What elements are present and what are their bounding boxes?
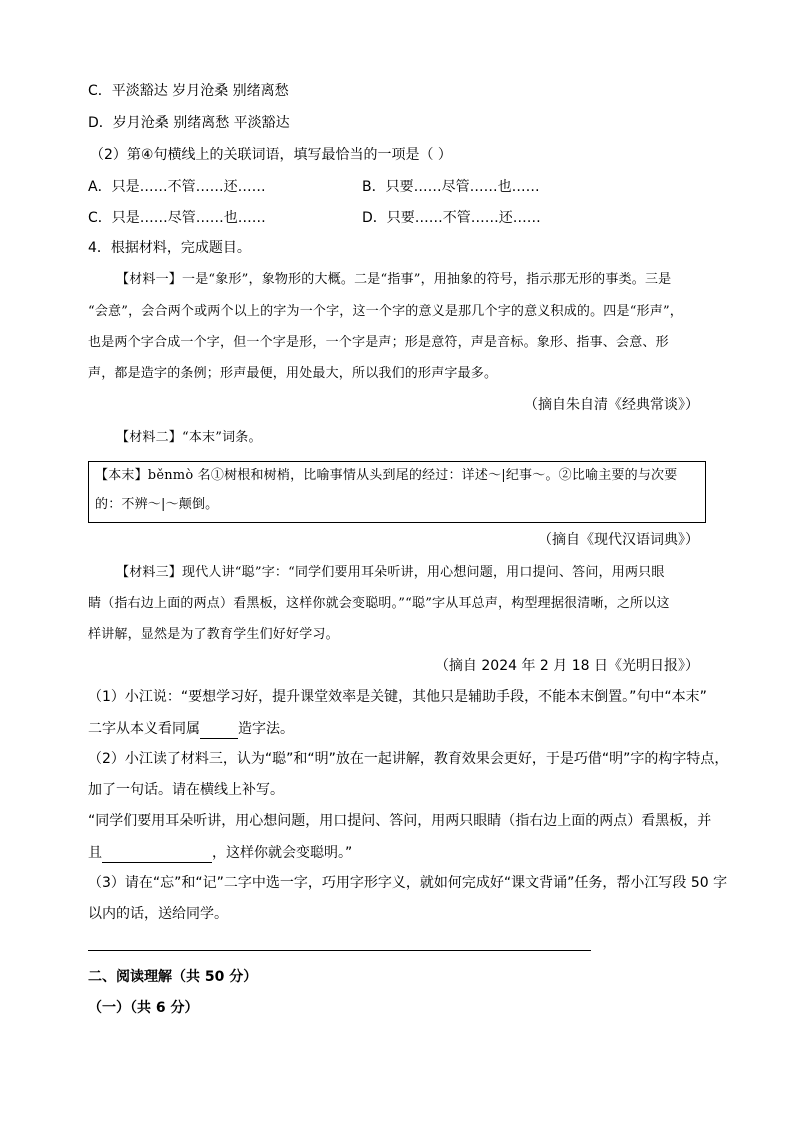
- material-2-source: （摘自《现代汉语词典》）: [538, 532, 699, 548]
- sub-question-2: （2）小江读了材料三，认为“聪”和“明”放在一起讲解，教育效果会更好，于是巧借“明”字的构字特点，: [88, 751, 729, 767]
- material-3-line: 样讲解，显然是为了教育学生们好好学习。: [88, 627, 339, 642]
- material-1-source: （摘自朱自清《经典常谈》）: [524, 397, 699, 413]
- dictionary-entry-line: 【本末】běnmò 名①树根和树梢，比喻事情从头到尾的经过：详述～|纪事～。②比喻主要的与次要: [95, 468, 678, 483]
- option-a: A．只是……不管……还……: [88, 179, 266, 195]
- material-2-title: 【材料二】“本末”词条。: [116, 430, 262, 445]
- option-b: B．只要……尽管……也……: [362, 179, 540, 195]
- option-c-2: C．只是……尽管……也……: [88, 210, 266, 226]
- sub-question-1-text: 二字从本义看同属: [88, 721, 200, 737]
- answer-blank-2[interactable]: [102, 842, 212, 863]
- material-1-line: 也是两个字合成一个字，但一个字是形，一个字是声；形是意符，声是音标。象形、指事、会意、形: [88, 335, 669, 350]
- sub-question-2-quote: “同学们要用耳朵听讲，用心想问题，用口提问、答问，用两只眼睛（指右边上面的两点）看黑板，并: [88, 813, 712, 829]
- sub-question-3: （3）请在“忘”和“记”二字中选一字，巧用字形字义，就如何完成好“课文背诵”任务，帮小江写段 50 字: [88, 875, 728, 891]
- answer-blank-1[interactable]: [200, 718, 238, 739]
- sub-question-2-stem: （2）第④句横线上的关联词语，填写最恰当的一项是（ ）: [90, 147, 452, 163]
- section-2-part-1: （一）（共 6 分）: [88, 1000, 199, 1016]
- sub-question-1-text-end: 造字法。: [238, 721, 294, 737]
- material-1-line: “会意”，会合两个或两个以上的字为一个字，这一个字的意义是那几个字的意义积成的。四是“形声”，: [88, 304, 683, 319]
- section-2-title: 二、阅读理解（共 50 分）: [88, 969, 258, 985]
- quote-text: 且: [88, 845, 102, 861]
- material-3-line: 【材料三】现代人讲“聪”字：“同学们要用耳朵听讲，用心想问题，用口提问、答问，用两只眼: [116, 565, 665, 580]
- material-3-line: 睛（指右边上面的两点）看黑板，这样你就会变聪明。”“聪”字从耳总声，构型理据很清晰，之所以这: [88, 596, 670, 611]
- option-d-2: D．只要……不管……还……: [362, 210, 541, 226]
- option-c: C．平淡豁达 岁月沧桑 别绪离愁: [88, 83, 289, 99]
- quote-text-end: ，这样你就会变聪明。”: [212, 845, 353, 861]
- dictionary-entry-line: 的：不辨～|～颠倒。: [95, 497, 219, 512]
- option-d: D．岁月沧桑 别绪离愁 平淡豁达: [88, 115, 290, 131]
- sub-question-3-cont: 以内的话，送给同学。: [88, 906, 228, 922]
- sub-question-2-quote-cont: [88, 842, 352, 863]
- sub-question-1-cont: [88, 718, 294, 739]
- material-1-line: 【材料一】一是“象形”，象物形的大概。二是“指事”，用抽象的符号，指示那无形的事类。三是: [116, 272, 672, 287]
- sub-question-2-cont: 加了一句话。请在横线上补写。: [88, 782, 284, 798]
- material-1-line: 声，都是造字的条例；形声最便，用处最大，所以我们的形声字最多。: [88, 366, 498, 381]
- material-3-source: （摘自 2024 年 2 月 18 日《光明日报》）: [434, 658, 699, 674]
- answer-line[interactable]: [88, 950, 591, 951]
- question-4-title: 4．根据材料，完成题目。: [88, 240, 251, 256]
- sub-question-1: （1）小江说：“要想学习好，提升课堂效率是关键，其他只是辅助手段，不能本末倒置。”句中“本末”: [88, 689, 707, 705]
